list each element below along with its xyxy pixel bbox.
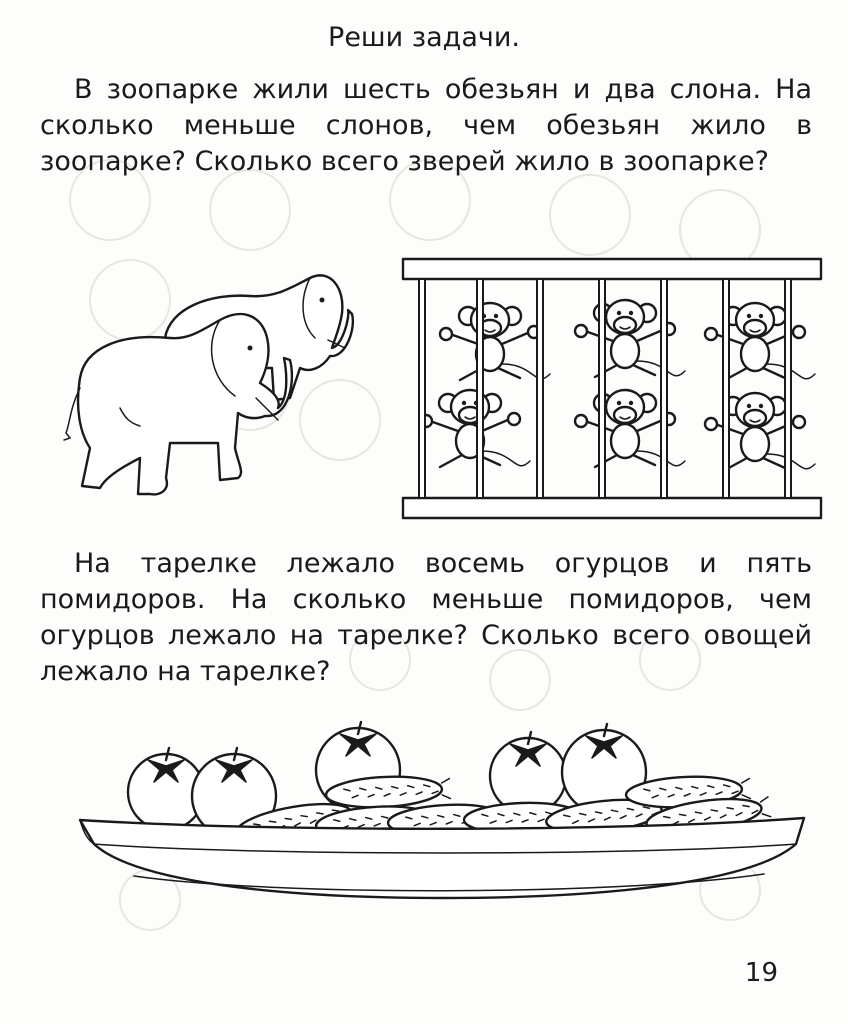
cage-bar — [785, 279, 791, 498]
task-1-text: В зоопарке жили шесть обезьян и два слона. На сколько меньше слонов, чем обезьян жило в зоопарке? Сколько всего зверей жило в зоопарке? — [40, 74, 812, 177]
cage-top-bar — [403, 259, 821, 279]
monkey-icon — [705, 303, 815, 380]
page-number: 19 — [744, 958, 778, 988]
cage-bar — [661, 279, 667, 498]
monkey-icon — [575, 390, 685, 467]
monkey-icon — [705, 393, 815, 470]
elephants-illustration — [60, 248, 360, 508]
cage-bar — [537, 279, 543, 498]
cage-bar — [599, 279, 605, 498]
elephant-icon — [64, 314, 292, 494]
cage-bottom-bar — [403, 498, 821, 518]
plate-icon — [80, 818, 804, 898]
page-title: Реши задачи. — [328, 22, 520, 53]
vegetable-plate-illustration — [74, 726, 814, 926]
cage-bar — [477, 279, 483, 498]
task-2-text: На тарелке лежало восемь огурцов и пять помидоров. На сколько меньше помидоров, чем огурцов лежало на тарелке? Сколько всего овощей лежало на тарелке? — [40, 548, 812, 687]
monkey-icon — [575, 300, 685, 377]
monkey-icon — [420, 390, 530, 467]
monkey-cage-illustration — [400, 256, 830, 528]
monkey-icon — [440, 303, 550, 380]
cage-bar — [723, 279, 729, 498]
cage-bar — [419, 279, 425, 498]
